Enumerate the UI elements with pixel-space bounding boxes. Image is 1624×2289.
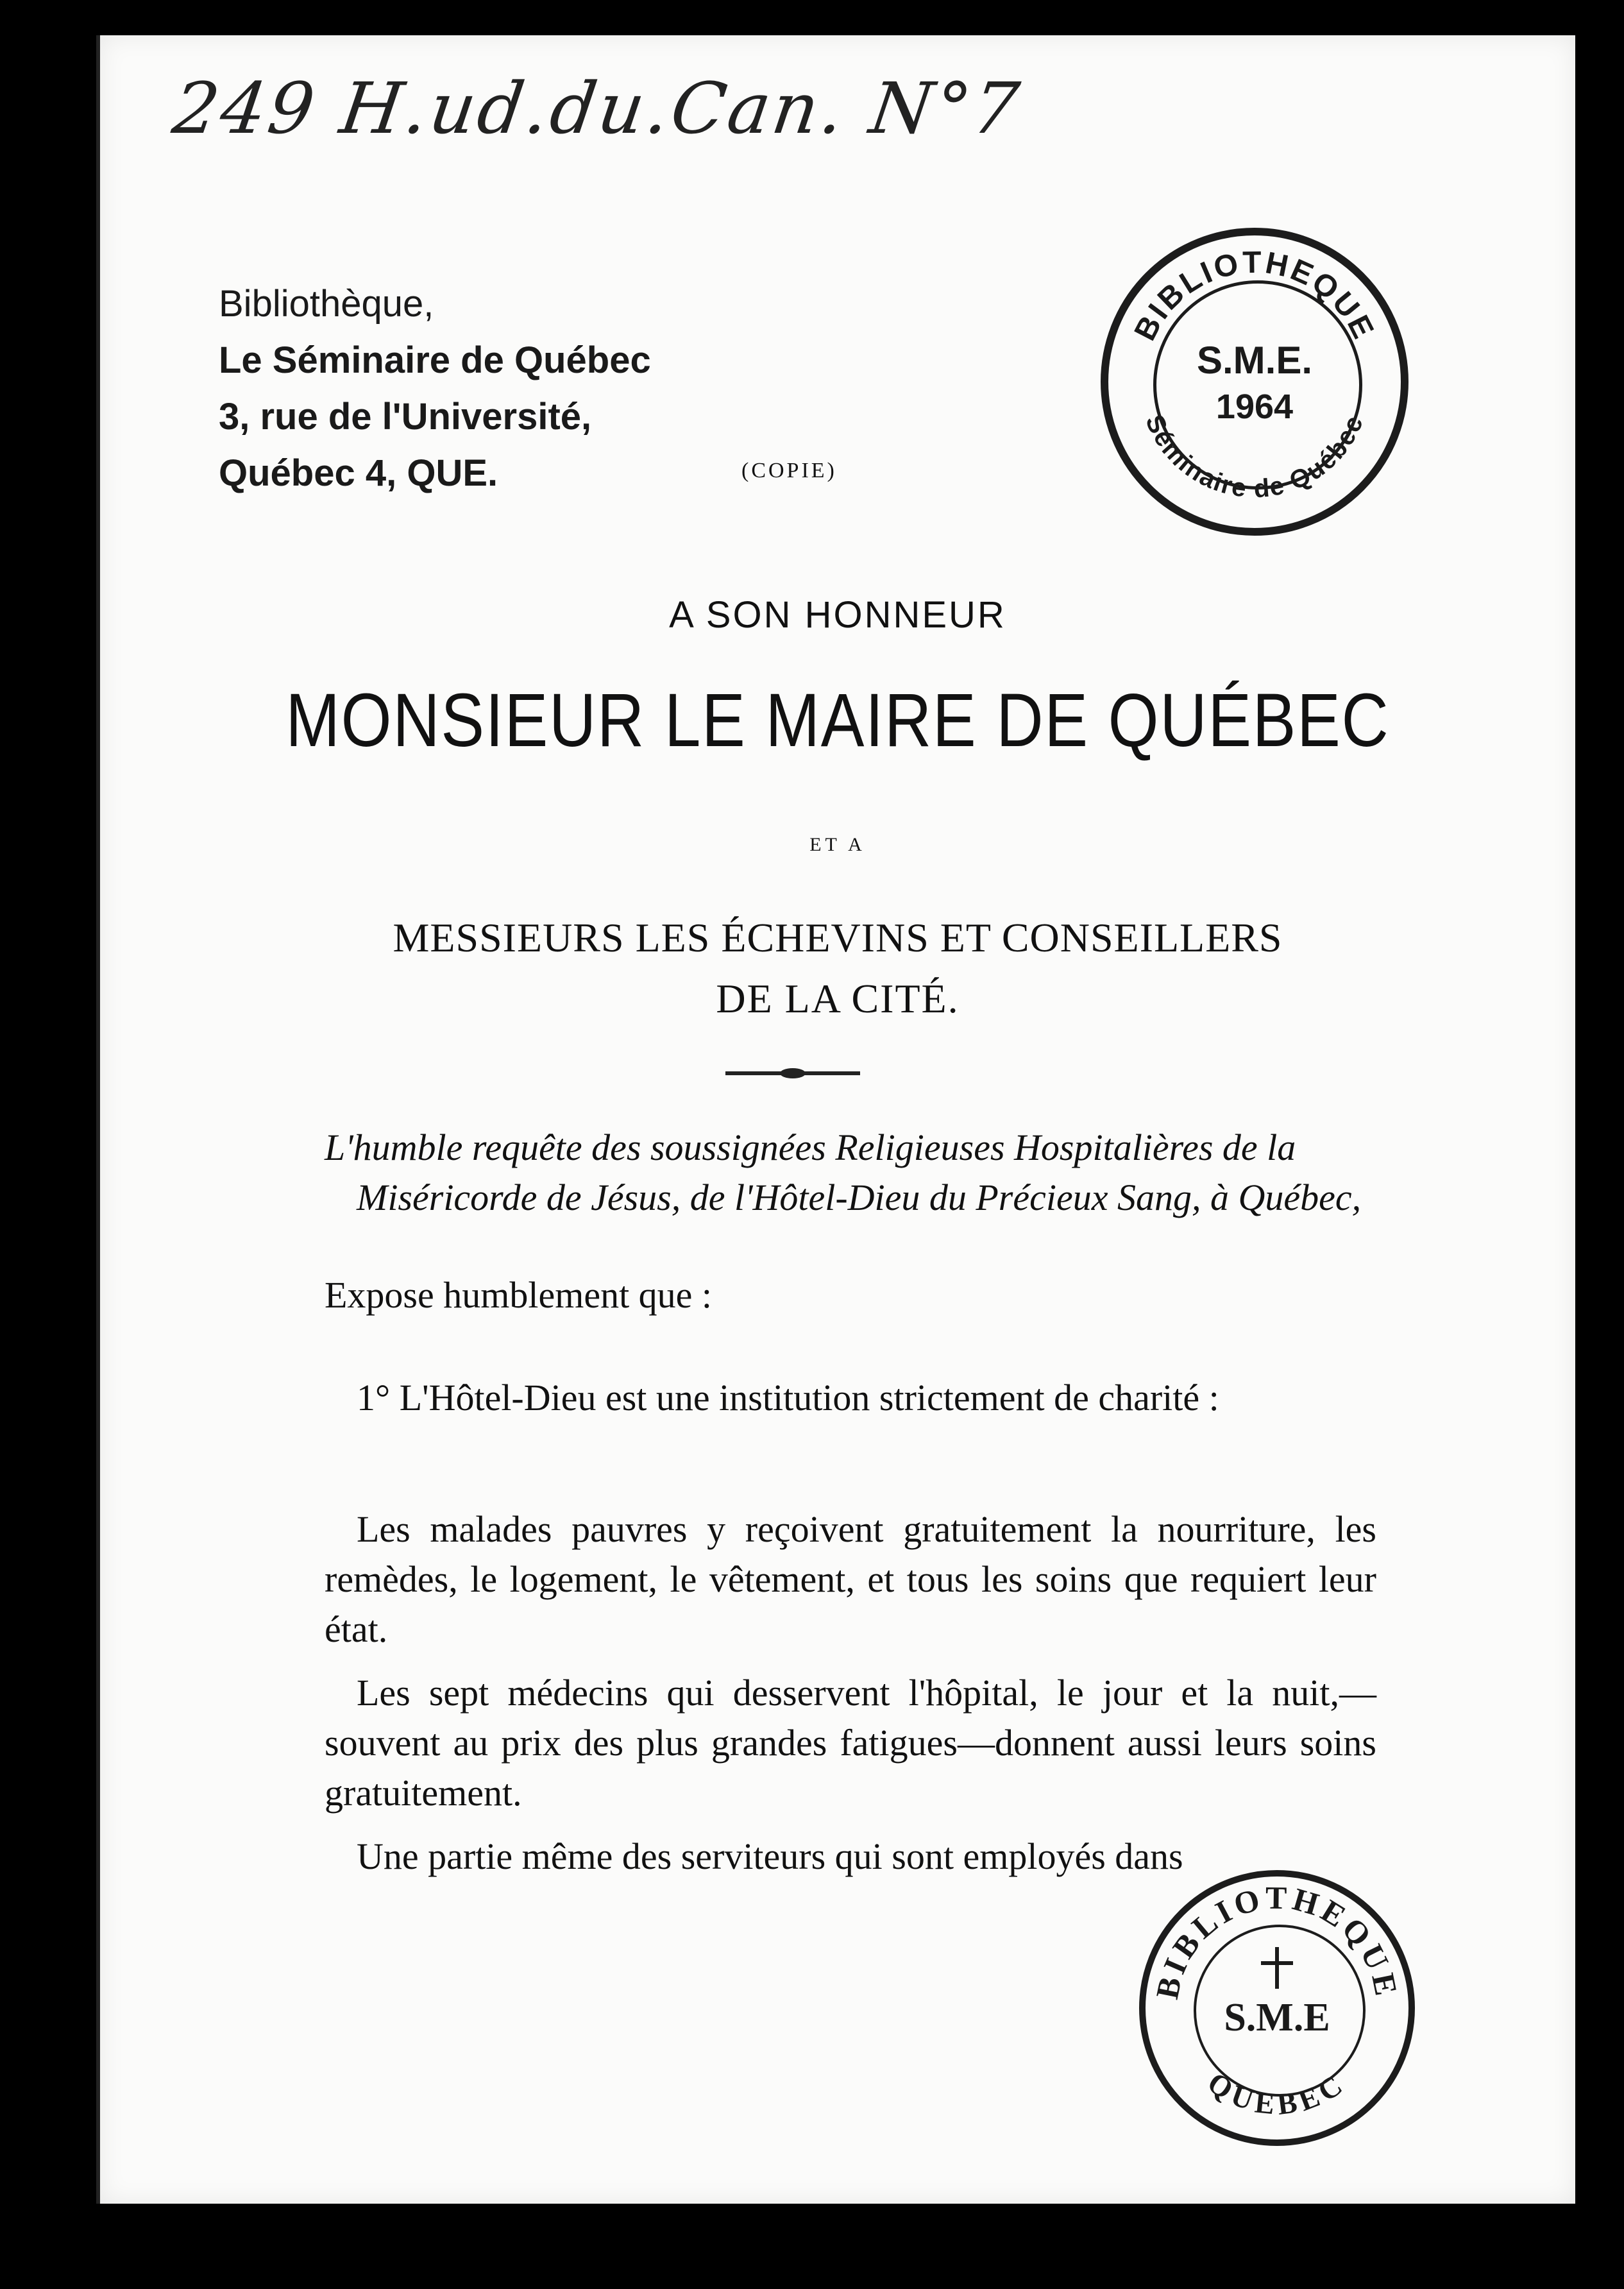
stamp-center-sme: S.M.E.	[1196, 339, 1313, 382]
address-line-2: Le Séminaire de Québec	[219, 339, 651, 381]
paragraph-2: Les malades pauvres y reçoivent gratuitement la nourriture, les remèdes, le logement, le vêtement, et tous les soins que requiert leur état.	[325, 1508, 1376, 1650]
stamp-inner-ring	[1153, 280, 1362, 489]
address-line-4: Québec 4, QUE.	[219, 452, 498, 494]
paragraph-expose: Expose humblement que :	[325, 1274, 713, 1316]
stamp-bottom-arc-text: Séminaire de Québec	[1140, 411, 1369, 504]
main-title: MONSIEUR LE MAIRE DE QUÉBEC	[285, 678, 1390, 763]
stamp2-bottom-arc-text: QUEBEC	[1201, 2065, 1353, 2122]
requete-line-2: Miséricorde de Jésus, de l'Hôtel-Dieu du Précieux Sang, à Québec,	[357, 1177, 1362, 1218]
library-stamp-bottom	[1139, 1870, 1415, 2146]
ornament-divider	[725, 1071, 860, 1075]
handwritten-call-number: 249 H.ud.du.Can. N°7	[168, 67, 1027, 149]
copie-label: (COPIE)	[741, 459, 837, 482]
library-address-stamp	[219, 276, 651, 502]
paragraph-4: Une partie même des serviteurs qui sont employés dans	[357, 1835, 1183, 1877]
document-page	[96, 35, 1575, 2204]
cite-heading: DE LA CITÉ.	[716, 976, 960, 1021]
stamp-center-year: 1964	[1215, 387, 1294, 426]
address-line-3: 3, rue de l'Université,	[219, 396, 592, 438]
paragraph-3: Les sept médecins qui desservent l'hôpital, le jour et la nuit,—souvent au prix des plus grandes fatigues—donnent aussi leurs soins gratuitement.	[325, 1672, 1376, 1814]
paragraph-1: 1° L'Hôtel-Dieu est une institution strictement de charité :	[357, 1377, 1219, 1418]
stamp2-top-arc-text: BIBLIOTHEQUE	[1149, 1879, 1405, 2002]
library-stamp-top	[1101, 228, 1408, 536]
requete-line-1: L'humble requête des soussignées Religieuses Hospitalières de la	[325, 1127, 1296, 1168]
stamp2-inner-ring	[1194, 1925, 1366, 2097]
messieurs-heading: MESSIEURS LES ÉCHEVINS ET CONSEILLERS	[393, 915, 1283, 960]
stamp2-center-sme: S.M.E	[1224, 1996, 1330, 2039]
stamp-top-arc-text: BIBLIOTHEQUE	[1128, 245, 1382, 346]
et-a-label: ET A	[809, 834, 866, 855]
requete-italic	[325, 1123, 1376, 1223]
address-line-1: Bibliothèque,	[219, 283, 434, 325]
salutation: A SON HONNEUR	[669, 594, 1006, 636]
